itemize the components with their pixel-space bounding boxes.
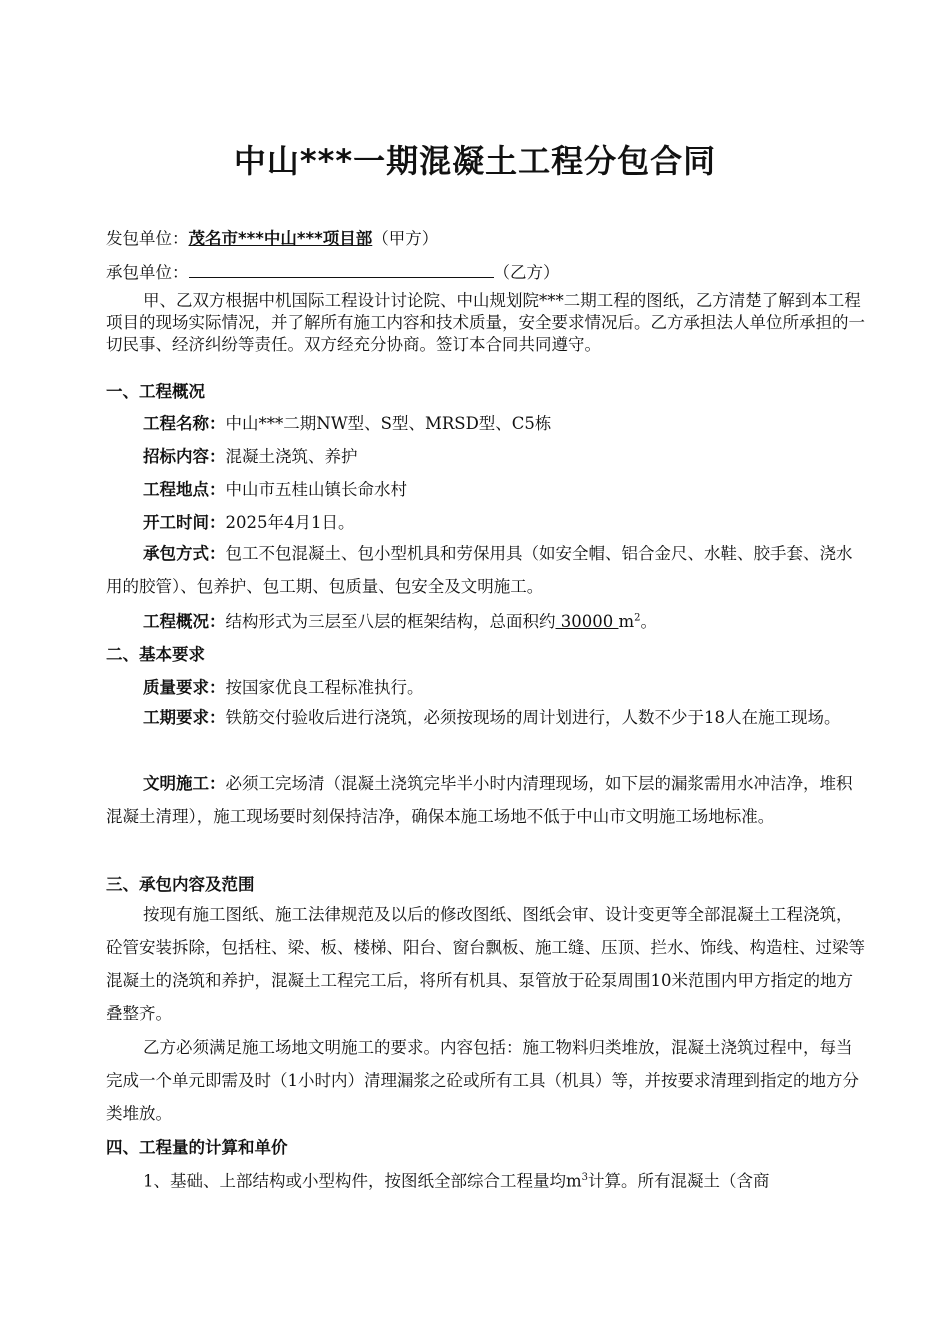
project-name-label: 工程名称： <box>143 414 226 433</box>
section4-paragraph-1 <box>106 1161 868 1198</box>
project-name-value: 中山***二期NW型、S型、MRSD型、C5栋 <box>225 414 552 433</box>
subcontractor-suffix: （乙方） <box>493 263 560 282</box>
civil-paragraph <box>106 767 868 833</box>
subcontractor-blank <box>189 261 494 278</box>
overview-unit: m <box>618 612 635 631</box>
contractor-name: 茂名市***中山***项目部 <box>188 229 373 248</box>
civil-value: 必须工完场清（混凝土浇筑完毕半小时内清理现场，如下层的漏浆需用水冲洁净，堆积混凝土清理），施工现场要时刻保持洁净，确保本施工场地不低于中山市文明施工场地标准。 <box>106 774 853 826</box>
overview-label: 工程概况： <box>143 612 226 631</box>
overview-unit-sup: 2 <box>634 612 641 624</box>
section2-heading: 二、基本要求 <box>106 645 205 664</box>
civil-label: 文明施工： <box>143 774 226 793</box>
section4-p1-text-a: 1、基础、上部结构或小型构件，按图纸全部综合工程量均 <box>143 1171 566 1191</box>
section4-heading: 四、工程量的计算和单价 <box>106 1138 288 1157</box>
start-date-row <box>143 509 355 533</box>
contract-mode-label: 承包方式： <box>143 544 226 563</box>
contractor-label: 发包单位： <box>106 229 189 248</box>
quality-row <box>143 674 424 698</box>
overview-area: 30000 <box>555 612 619 631</box>
schedule-paragraph <box>106 701 868 734</box>
section4-p1-unit-sup: 3 <box>581 1172 589 1183</box>
bid-content-row <box>143 443 358 467</box>
bid-content-value: 混凝土浇筑、养护 <box>225 447 358 466</box>
section3-paragraph-2: 乙方必须满足施工场地文明施工的要求。内容包括：施工物料归类堆放，混凝土浇筑过程中，每当完成一个单元即需及时（1小时内）清理漏浆之砼或所有工具（机具）等，并按要求清理到指定的地方分类堆放。 <box>106 1038 859 1123</box>
contract-mode-value: 包工不包混凝土、包小型机具和劳保用具（如安全帽、铝合金尺、水鞋、胶手套、浇水用的胶管）、包养护、包工期、包质量、包安全及文明施工。 <box>106 544 853 596</box>
subcontractor-line <box>106 259 868 283</box>
subcontractor-label: 承包单位： <box>106 263 189 282</box>
contract-mode-paragraph <box>106 537 868 603</box>
section3-heading: 三、承包内容及范围 <box>106 875 255 894</box>
section4-p1-text-b: 计算。所有混凝土（含商 <box>588 1171 770 1191</box>
project-name-row <box>143 410 551 434</box>
project-site-label: 工程地点： <box>143 480 226 499</box>
start-date-value: 2025年4月1日。 <box>225 513 355 532</box>
schedule-label: 工期要求： <box>143 708 226 727</box>
schedule-value: 铁筋交付验收后进行浇筑，必须按现场的周计划进行，人数不少于18人在施工现场。 <box>225 708 841 727</box>
quality-label: 质量要求： <box>143 678 226 697</box>
page-title: 中山***一期混凝土工程分包合同 <box>233 142 717 180</box>
project-site-row <box>143 476 407 500</box>
contractor-line <box>106 225 868 249</box>
section1-heading: 一、工程概况 <box>106 382 205 401</box>
overview-value: 结构形式为三层至八层的框架结构，总面积约 <box>225 612 556 631</box>
intro-paragraph: 甲、乙双方根据中机国际工程设计讨论院、中山规划院***二期工程的图纸，乙方清楚了解到本工程项目的现场实际情况，并了解所有施工内容和技术质量，安全要求情况后。乙方承担法人单位所承担的一切民事、经济纠纷等责任。双方经充分协商。签订本合同共同遵守。 <box>106 291 865 354</box>
contractor-suffix: （甲方） <box>372 229 439 248</box>
start-date-label: 开工时间： <box>143 513 226 532</box>
overview-row <box>143 608 657 632</box>
section3-paragraph-1: 按现有施工图纸、施工法律规范及以后的修改图纸、图纸会审、设计变更等全部混凝土工程浇筑，砼管安装拆除，包括柱、梁、板、楼梯、阳台、窗台飘板、施工缝、压顶、拦水、饰线、构造柱、过梁等混凝土的浇筑和养护，混凝土工程完工后，将所有机具、泵管放于砼泵周围10米范围内甲方指定的地方叠整齐。 <box>106 905 865 1023</box>
quality-value: 按国家优良工程标准执行。 <box>225 678 424 697</box>
project-site-value: 中山市五桂山镇长命水村 <box>225 480 407 499</box>
section4-p1-unit: m <box>566 1171 582 1191</box>
bid-content-label: 招标内容： <box>143 447 226 466</box>
overview-end: 。 <box>640 612 658 631</box>
